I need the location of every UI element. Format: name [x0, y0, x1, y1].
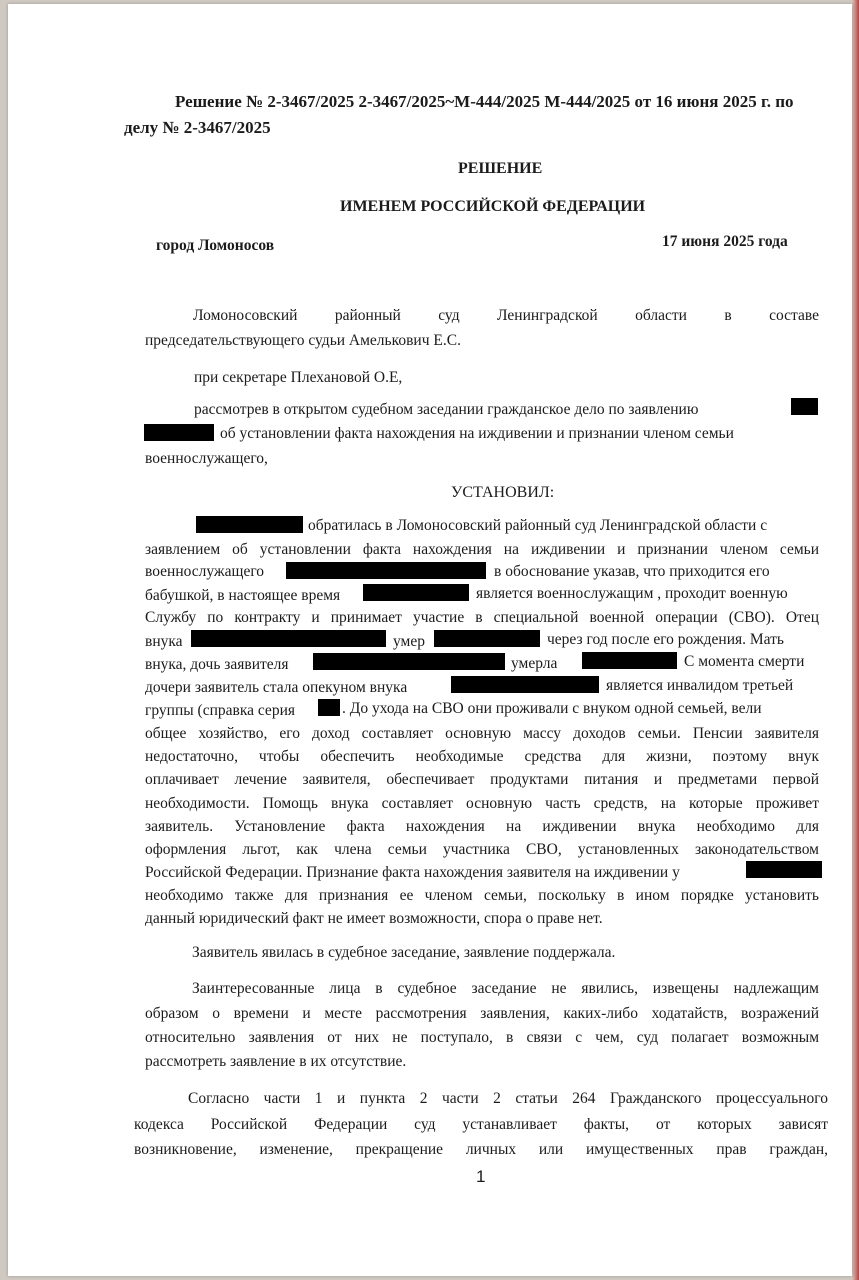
case-line-3: военнослужащего, [145, 450, 268, 467]
interested-line-4: рассмотреть заявление в их отсутствие. [145, 1053, 407, 1070]
appeared-paragraph: Заявитель явилась в судебное заседание, заявление поддержала. [192, 944, 616, 961]
body-line-6a: внука [145, 633, 183, 650]
redaction-block [313, 653, 505, 670]
body-line-16: Российской Федерации. Признание факта нахождения заявителя на иждивении у [145, 864, 680, 881]
redaction-block [791, 398, 818, 415]
body-line-6b: умер [393, 633, 425, 650]
established-heading: УСТАНОВИЛ: [451, 484, 555, 501]
body-line-4b: является военнослужащим , проходит военную [476, 585, 788, 602]
redaction-block [451, 676, 599, 693]
case-line-1: рассмотрев в открытом судебном заседании гражданское дело по заявлению [194, 401, 699, 418]
body-line-17: необходимо также для признания ее членом семьи, поскольку в ином порядке установить [145, 887, 819, 904]
court-line-2: председательствующего судьи Амелькович Е.С. [145, 332, 461, 349]
body-line-7b: умерла [511, 655, 558, 672]
body-line-15: оформления льгот, как члена семьи участника СВО, установленных законодательством [145, 841, 819, 858]
document-title-line1: Решение № 2-3467/2025 2-3467/2025~М-444/2025 М-444/2025 от 16 июня 2025 г. по [175, 92, 794, 111]
interested-line-3: относительно заявления от них не поступало, в связи с чем, суд полагает возможным [145, 1029, 819, 1046]
case-line-2: об установлении факта нахождения на иждивении и признании членом семьи [220, 425, 734, 442]
name-heading: ИМЕНЕМ РОССИЙСКОЙ ФЕДЕРАЦИИ [340, 198, 646, 215]
redaction-block [582, 652, 677, 669]
body-line-1: обратилась в Ломоносовский районный суд Ленинградской области с [308, 517, 768, 534]
page-number: 1 [476, 1167, 486, 1186]
body-line-2: заявлением об установлении факта нахождения на иждивении и признании членом семьи [145, 541, 819, 558]
secretary-line: при секретаре Плехановой О.Е, [194, 369, 403, 386]
law-line-2: кодекса Российской Федерации суд устанавливает факты, от которых зависят [134, 1116, 828, 1133]
body-line-7a: внука, дочь заявителя [145, 656, 289, 673]
interested-line-1: Заинтересованные лица в судебное заседание не явились, извещены надлежащим [192, 980, 819, 997]
redaction-block [196, 516, 303, 533]
city: город Ломоносов [156, 237, 275, 254]
redaction-block [363, 584, 469, 601]
redaction-block [746, 861, 822, 878]
redaction-block [286, 562, 486, 579]
redaction-block [318, 699, 340, 716]
body-line-18: данный юридический факт не имеет возможности, спора о праве нет. [145, 910, 603, 927]
law-line-1: Согласно части 1 и пункта 2 части 2 статьи 264 Гражданского процессуального [188, 1090, 828, 1107]
document-page [8, 4, 852, 1276]
document-title-line2: делу № 2-3467/2025 [124, 118, 271, 137]
decision-heading: РЕШЕНИЕ [458, 160, 543, 177]
body-line-5: Службу по контракту и принимает участие в специальной военной операции (СВО). Отец [145, 609, 819, 626]
redaction-block [144, 424, 214, 441]
body-line-10: общее хозяйство, его доход составляет основную массу доходов семьи. Пенсии заявителя [145, 725, 819, 742]
scan-edge [852, 0, 859, 1280]
decision-date: 17 июня 2025 года [662, 233, 788, 250]
court-line-1: Ломоносовский районный суд Ленинградской области в составе [193, 307, 819, 324]
body-line-8a: дочери заявитель стала опекуном внука [145, 679, 408, 696]
redaction-block [191, 630, 386, 647]
body-line-4a: бабушкой, в настоящее время [145, 587, 341, 604]
interested-line-2: образом о времени и месте рассмотрения заявления, каких-либо ходатайств, возражений [145, 1005, 819, 1022]
body-line-7c: С момента смерти [684, 653, 805, 670]
body-line-9a: группы (справка серия [145, 702, 295, 719]
body-line-12: оплачивает лечение заявителя, обеспечивает продуктами питания и предметами первой [145, 771, 819, 788]
body-line-11: недостаточно, чтобы обеспечить необходимые средства для жизни, поэтому внук [145, 748, 819, 765]
body-line-8b: является инвалидом третьей [606, 677, 794, 694]
body-line-13: необходимости. Помощь внука составляет основную часть средств, на которые проживет [145, 795, 819, 812]
redaction-block [434, 630, 540, 647]
body-line-3a: военнослужащего [145, 563, 265, 580]
law-line-3: возникновение, изменение, прекращение личных или имущественных прав граждан, [134, 1141, 828, 1158]
body-line-3b: в обоснование указав, что приходится его [494, 563, 770, 580]
body-line-6c: через год после его рождения. Мать [547, 631, 784, 648]
body-line-9b: . До ухода на СВО они проживали с внуком одной семьей, вели [342, 700, 762, 717]
body-line-14: заявитель. Установление факта нахождения на иждивении внука необходимо для [145, 818, 819, 835]
